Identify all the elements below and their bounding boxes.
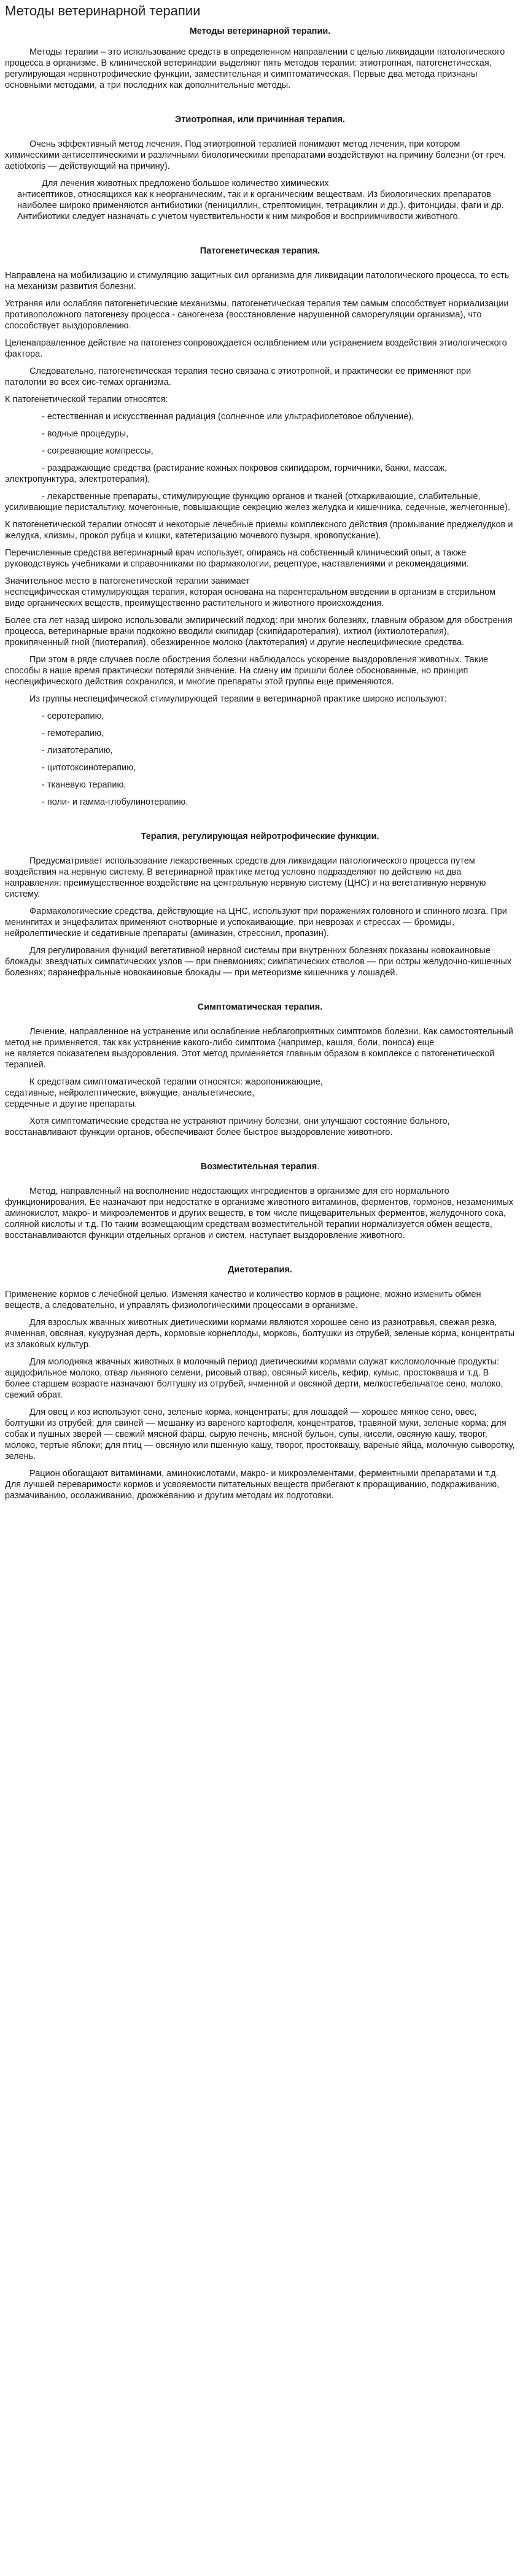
paragraph-neuro-3: Для регулирования функций вегетативной нервной системы при внутренних болезнях показаны новокаиновые блокады: звездчатых симпатических узлов — при пневмониях; симпатических стволов — при остры желудочно-кишечных болезнях; паранефральные новокаиновые блокады — при метеоризме кишечника у лошадей. — [5, 946, 512, 978]
paragraph-etio-2a: Для лечения животных предложено большое количество химических — [42, 179, 329, 188]
list-item: - серотерапию, — [42, 711, 104, 721]
heading-diet: Диетотерапия. — [228, 1265, 292, 1275]
heading-replacement — [5, 1161, 515, 1172]
list-item: - водные процедуры, — [42, 429, 129, 439]
paragraph-sympt-1: Лечение, направленное на устранение или ослабление неблагоприятных симптомов болезни. Как самостоятельный метод не применяется, так как устранение какого-либо симптома (например, кашля, боли, поноса) еще — [5, 1027, 513, 1048]
page-title: Методы ветеринарной терапии — [5, 3, 201, 18]
paragraph-neuro-2: Фармакологические средства, действующие на ЦНС, используют при поражениях головного и спинного мозга. При менингитах и энцефалитах применяют снотворные и успокаивающие, при неврозах и стрессах — бромиды, нейролептические и седативные препараты (аминазин, стресснил, пропазин). — [5, 907, 507, 938]
heading-replacement-text: Возместительная терапия — [200, 1162, 317, 1172]
paragraph-pat-4: Следовательно, патогенетическая терапия тесно связана с этиотропной, и практически ее применяют при патологии во всех сис-темах организма. — [5, 366, 471, 387]
paragraph-replacement-1: Метод, направленный на восполнение недостающих ингредиентов в организме для его нормального функционирования. Ее назначают при недостатке в организме животного витаминов, ферментов, гормонов, незаменимых аминокислот, макро- и микроэлементов и других веществ, в том числе пищеварительных ферментов, желудочного сока, соляной кислоты и т.д. По таким возмещающим средствам возместительной терапии нормализуется обмен веществ, восстанавливаются функции отдельных органов и систем, наступает выздоровление животного. — [5, 1186, 514, 1240]
heading-etiotropic: Этиотропная, или причинная терапия. — [175, 115, 345, 125]
heading-neurotrophic: Терапия, регулирующая нейротрофические функции. — [141, 832, 379, 841]
list-item: - цитотоксинотерапию, — [42, 763, 136, 773]
list-item: - поли- и гамма-глобулинотерапию. — [42, 797, 188, 807]
paragraph-pat-9: Более ста лет назад широко использовали эмпирический подход: при многих болезнях, главным образом для обострения процесса, ветеринарные врачи подкожно вводили скипидар (скипидаротерапия), ихтиол (ихтиолотерапия), прокипяченный гной (пиотерапия), обезжиренное молоко (лактотерапия) и другие неспецифические средства. — [5, 616, 513, 648]
paragraph-sympt-2c: сердечные и другие препараты. — [5, 1099, 138, 1109]
paragraph-pat-8a: Значительное место в патогенетической терапии занимает — [5, 576, 250, 586]
paragraph-pat-7: Перечисленные средства ветеринарный врач использует, опираясь на собственный клинический опыт, а также руководствуясь учебниками и справочниками по фармакологии, рецептуре, наставлениями и рекомендациями. — [5, 548, 469, 569]
paragraph-sympt-3: Хотя симптоматические средства не устраняют причину болезни, они улучшают состояние больного, восстанавливают функции органов, обеспечивают более быстрое выздоровление животного. — [5, 1116, 450, 1137]
paragraph-sympt-1b: не является показателем выздоровления. Этот метод применяется главным образом в комплексе с патогенетической терапией. — [5, 1049, 495, 1070]
heading-pathogenetic: Патогенетическая терапия. — [200, 246, 320, 256]
paragraph-diet-3: Для молодняка жвачных животных в молочный период диетическими кормами служат кисломолочные продукты: ацидофильное молоко, отвар льняного семени, рисовый отвар, овсяный кисель, кефир, кумыс, простокваша и т.д. В более старшем возрасте назначают болтушку из отрубей, ячменной и овсяной дерти, мелкостебельчатое сено, молоко, свежий обрат. — [5, 1357, 503, 1400]
paragraph-sympt-2a: К средствам симптоматической терапии относятся: жаропонижающие, — [29, 1077, 323, 1087]
paragraph-pat-10: При этом в ряде случаев после обострения болезни наблюдалось ускорение выздоровления животных. Такие способы в наше время практически потеряли значение. На смену им пришли более обоснованные, но принцип неспецифического действия сохранился, и многие препараты этой группы еще применяются. — [5, 655, 489, 687]
paragraph-diet-4: Для овец и коз используют сено, зеленые корма, концентраты; для лошадей — хорошее мягкое сено, овес, болтушки из отрубей; для свиней — мешанку из вареного картофеля, концентратов, травяной муки, зеленые корма; для собак и пушных зверей — свежий мясной фарш, сырую печень, мясной бульон, супы, кисели, овсяную кашу, творог, молоко, тертые яблоки; для птиц — овсяную или пшенную кашу, творог, простоквашу, вареные яйца, молочную сыворотку, зелень. — [5, 1407, 515, 1461]
heading-symptomatic: Симптоматическая терапия. — [197, 1002, 323, 1012]
list-item: - естественная и искусственная радиация (солнечное или ультрафиолетовое облучение), — [42, 412, 414, 422]
paragraph-pat-5: К патогенетической терапии относятся: — [5, 395, 168, 404]
paragraph-diet-5: Рацион обогащают витаминами, аминокислотами, макро- и микроэлементами, ферментными препаратами и т.д. Для лучшей переваримости кормов и усвояемости питательных веществ прибегают к проращиванию, подкраживанию, размачиванию, осолаживанию, дрожжеванию и другим методам их подготовки. — [5, 1469, 500, 1501]
paragraph-pat-6: К патогенетической терапии относят и некоторые лечебные приемы комплексного действия (промывание преджелудков и желудка, клизмы, прокол рубца и кишки, катетеризацию мочевого пузыря, кровопускание). — [5, 520, 513, 541]
paragraph-pat-2: Устраняя или ослабляя патогенетические механизмы, патогенетическая терапия тем самым способствует нормализации противоположного патогенезу процесса - саногенеза (восстановление нарушенной саморегуляции организма), что способствует выздоровлению. — [5, 299, 509, 331]
list-item: - лизатотерапию, — [42, 746, 113, 756]
paragraph-pat-8b: неспецифическая стимулирующая терапия, которая основана на парентеральном введении в организм в стерильном виде органических веществ, преимущественно растительного и животного происхождения. — [5, 587, 496, 608]
list-item: - раздражающие средства (растирание кожных покровов скипидаром, горчичники, банки, массаж, электропунктура, электротерапия), — [5, 463, 448, 484]
paragraph-etio-2b: антисептиков, относящихся как к неорганическим, так и к органическим веществам. Из биологических препаратов наиболее широко применяются антибиотики (пенициллин, стрептомицин, тетрациклин и др.), фитонциды, фаги и др. Антибиотики следует назначать с учетом чувствительности к ним микробов и восприимчивости животного. — [17, 190, 504, 222]
document-body — [5, 26, 515, 1501]
paragraph-neuro-1: Предусматривает использование лекарственных средств для ликвидации патологического процесса путем воздействия на нервную систему. В ветеринарной практике метод условно подразделяют по действию на два направления: преимущественное воздействие на центральную нервную систему (ЦНС) и на вегетативную нервную систему. — [5, 856, 486, 899]
list-item: - гемотерапию, — [42, 729, 104, 738]
paragraph-intro: Методы терапии – это использование средств в определенном направлении с целью ликвидации патологического процесса в организме. В клинической ветеринарии выделяют пять методов терапии: этиотропная, патогенетическая, регулирующая нервнотрофические функции, заместительная и симптоматическая. Первые два метода признаны основными методами, а три последних как дополнительные методы. — [5, 47, 505, 90]
paragraph-pat-1: Направлена на мобилизацию и стимуляцию защитных сил организма для ликвидации патологического процесса, то есть на механизм развития болезни. — [5, 271, 510, 292]
list-item: - согревающие компрессы, — [42, 446, 153, 456]
paragraph-pat-3: Целенаправленное действие на патогенез сопровождается ослаблением или устранением воздействия этиологического фактора. — [5, 338, 507, 359]
list-item: - тканевую терапию, — [42, 780, 126, 790]
heading-methods: Методы ветеринарной терапии. — [189, 26, 331, 36]
list-item: - лекарственные препараты, стимулирующие функцию органов и тканей (отхаркивающие, слабительные, усиливающие перистальтику, мочегонные, повышающие секрецию желез желудка и кишечника, седечные, желчегонные). — [5, 492, 510, 512]
paragraph-sympt-2b: седативные, нейролептические, вяжущие, анальгетические, — [5, 1088, 255, 1098]
paragraph-diet-1: Применение кормов с лечебной целью. Изменяя качество и количество кормов в рационе, можно изменить обмен веществ, а следовательно, и управлять физиологическими процессами в организме. — [5, 1290, 481, 1310]
paragraph-etio-1: Очень эффективный метод лечения. Под этиотропной терапией понимают метод лечения, при котором химическими антисептическими и различными биологическими препаратами воздействуют на причину болезни (от греч. aetiotxoris — действующий на причину). — [5, 139, 506, 171]
paragraph-diet-2: Для взрослых жвачных животных диетическими кормами являются хорошее сено из разнотравья, свежая резка, ячменная, овсяная, кукурузная дерть, кормовые корнеплоды, морковь, болтушки из отрубей, зеленые корма, концентраты из злаковых культур. — [5, 1318, 515, 1350]
heading-replacement-dot: . — [317, 1162, 320, 1172]
paragraph-pat-11: Из группы неспецифической стимулирующей терапии в ветеринарной практике широко используют: — [29, 694, 447, 704]
